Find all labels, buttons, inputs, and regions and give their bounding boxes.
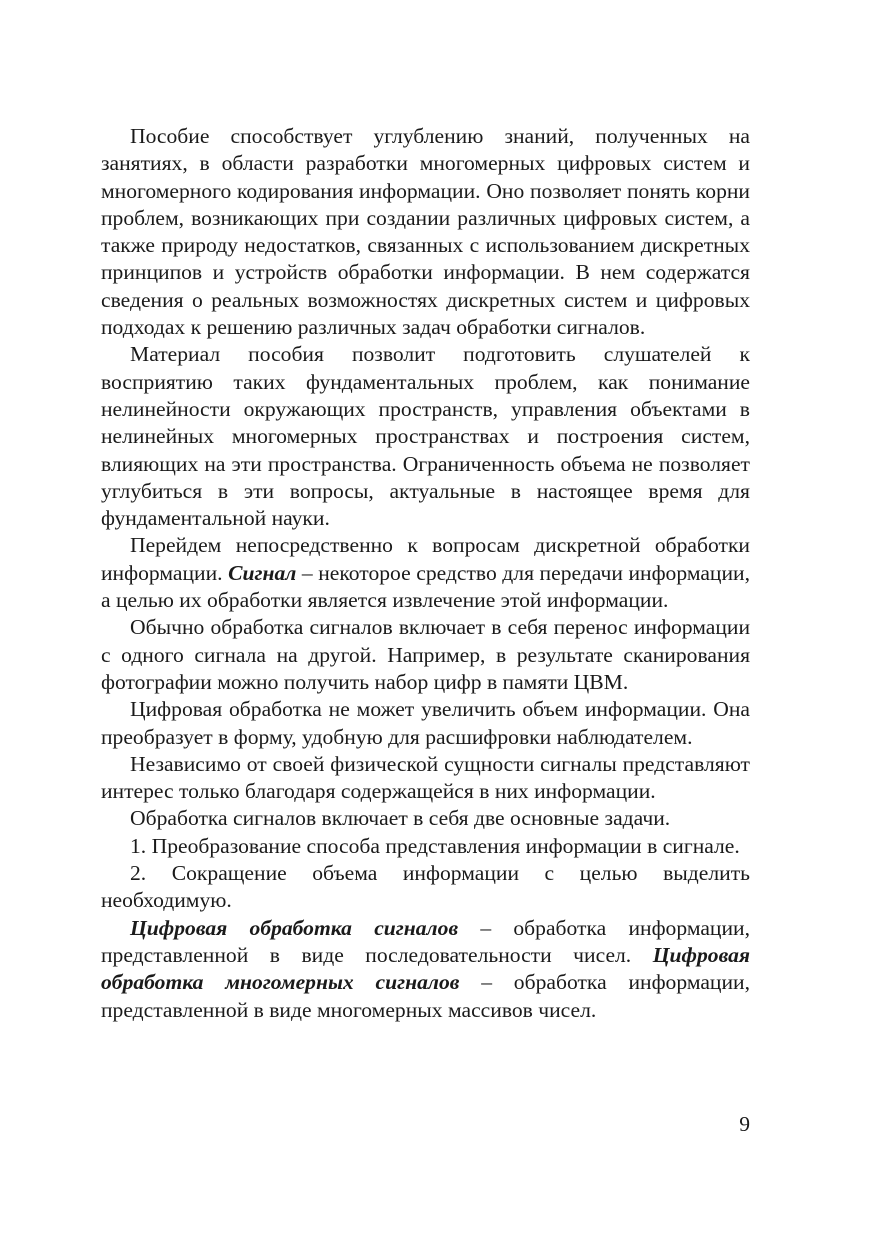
paragraph-intro: Пособие способствует углублению знаний, полученных на занятиях, в области разработки многомерных цифровых систем и многомерного кодирования информации. Оно позволяет понять корни проблем, возникающих при создании различных цифровых систем, а также природу недостатков, связанных с использованием дискретных принципов и устройств обработки информации. В нем содержатся сведения о реальных возможностях дискретных систем и цифровых подходах к решению различных задач обработки сигналов. bbox=[101, 124, 750, 340]
multidim-dsp-definition-text: – обработка информации, представленной в виде многомерных массивов чисел. bbox=[101, 970, 750, 1022]
paragraph-definitions bbox=[101, 915, 750, 1024]
signal-definition-text: – некоторое средство для передачи информации, а целью их обработки является извлечение этой информации. bbox=[101, 560, 750, 613]
list-item-task-1: 1. Преобразование способа представления информации в сигнале. bbox=[130, 833, 740, 858]
paragraph-signal-definition bbox=[101, 532, 750, 614]
dsp-term: Цифровая обработка сигналов bbox=[130, 915, 459, 940]
paragraph-interest: Независимо от своей физической сущности сигналы представляют интерес только благодаря содержащейся в них информации. bbox=[101, 751, 750, 804]
page-body bbox=[101, 123, 750, 1024]
signal-intro-text: Перейдем непосредственно к вопросам дискретной обработки информации. bbox=[101, 533, 750, 585]
paragraph-material: Материал пособия позволит подготовить слушателей к восприятию таких фундаментальных проблем, как понимание нелинейности окружающих пространств, управления объектами в нелинейных многомерных пространствах и построения систем, влияющих на эти пространства. Ограниченность объема не позволяет углубиться в эти вопросы, актуальные в настоящее время для фундаментальной науки. bbox=[101, 342, 750, 531]
signal-term: Сигнал bbox=[228, 560, 297, 585]
paragraph-digital-processing: Цифровая обработка не может увеличить объем информации. Она преобразует в форму, удобную для расшифровки наблюдателем. bbox=[101, 697, 750, 749]
dsp-definition-text: – обработка информации, представленной в виде последовательности чисел. bbox=[101, 915, 750, 967]
page-number: 9 bbox=[739, 1112, 750, 1136]
paragraph-tasks-intro: Обработка сигналов включает в себя две основные задачи. bbox=[130, 806, 671, 831]
paragraph-transfer: Обычно обработка сигналов включает в себя перенос информации с одного сигнала на другой. Например, в результате сканирования фотографии можно получить набор цифр в памяти ЦВМ. bbox=[101, 615, 750, 694]
multidim-dsp-term: Цифровая обработка многомерных сигналов bbox=[101, 942, 750, 995]
list-item-task-2: 2. Сокращение объема информации с целью выделить необходимую. bbox=[101, 861, 750, 913]
